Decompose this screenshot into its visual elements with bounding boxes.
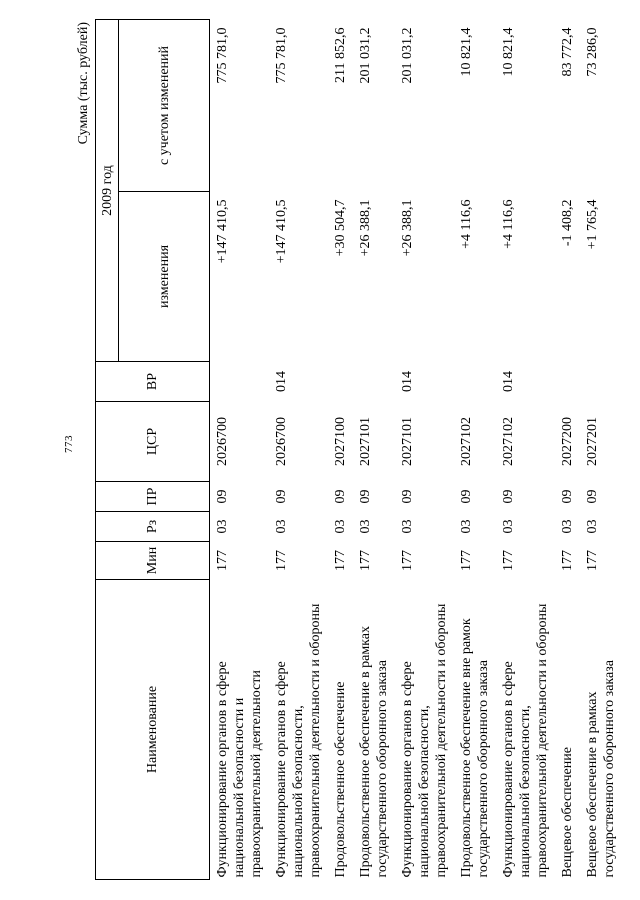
row-vr	[555, 362, 580, 402]
table-row	[454, 20, 496, 880]
row-vr	[454, 362, 496, 402]
row-name: Вещевое обеспечение	[560, 747, 575, 878]
row-min: 177	[274, 550, 289, 571]
row-csr: 2027101	[400, 417, 415, 466]
row-vr	[328, 362, 353, 402]
row-with-changes: 10 821,4	[501, 27, 516, 77]
row-min: 177	[215, 550, 230, 571]
table-body	[210, 20, 623, 880]
header-csr: ЦСР	[96, 402, 210, 482]
row-min: 177	[358, 550, 373, 571]
table-row	[395, 20, 454, 880]
row-rz: 03	[585, 519, 600, 534]
row-min: 177	[400, 550, 415, 571]
row-rz: 03	[459, 519, 474, 534]
row-name: Продовольственное обеспечение в рамках государственного оборонного заказа	[358, 626, 390, 878]
table-row	[328, 20, 353, 880]
sum-caption: Сумма (тыс. рублей)	[76, 22, 91, 145]
row-pr: 09	[358, 489, 373, 504]
row-name: Функционирование органов в сфере национальной безопасности, правоохранительной деятельности и обороны	[400, 603, 449, 878]
table-row	[580, 20, 622, 880]
row-rz: 03	[358, 519, 373, 534]
header-pr: ПР	[96, 482, 210, 512]
row-pr: 09	[333, 489, 348, 504]
row-vr	[210, 362, 270, 402]
row-min: 177	[585, 550, 600, 571]
row-with-changes: 83 772,4	[560, 27, 575, 77]
row-csr: 2026700	[274, 417, 289, 466]
table-row	[210, 20, 270, 880]
row-with-changes: 201 031,2	[400, 27, 415, 84]
header-name: Наименование	[96, 580, 210, 880]
row-pr: 09	[215, 489, 230, 504]
row-changes: +1 765,4	[585, 199, 600, 250]
row-csr: 2027201	[585, 417, 600, 466]
row-changes: +26 388,1	[358, 199, 373, 257]
row-vr	[353, 362, 395, 402]
row-name: Продовольственное обеспечение вне рамок государственного оборонного заказа	[459, 618, 491, 878]
row-rz: 03	[501, 519, 516, 534]
row-vr: 014	[501, 371, 516, 392]
row-changes: +147 410,5	[215, 199, 230, 264]
row-csr: 2027101	[358, 417, 373, 466]
table-row	[496, 20, 555, 880]
row-csr: 2027100	[333, 417, 348, 466]
row-min: 177	[501, 550, 516, 571]
row-pr: 09	[585, 489, 600, 504]
row-vr: 014	[274, 371, 289, 392]
header-rz: Рз	[96, 512, 210, 542]
table-row	[555, 20, 580, 880]
table-row	[353, 20, 395, 880]
row-min: 177	[459, 550, 474, 571]
row-with-changes: 775 781,0	[274, 27, 289, 84]
row-csr: 2027102	[501, 417, 516, 466]
row-vr	[580, 362, 622, 402]
header-changes: изменения	[119, 192, 210, 362]
row-pr: 09	[560, 489, 575, 504]
row-min: 177	[560, 550, 575, 571]
row-changes: +26 388,1	[400, 199, 415, 257]
header-vr: ВР	[96, 362, 210, 402]
header-with-changes: с учетом изменений	[119, 20, 210, 192]
row-rz: 03	[274, 519, 289, 534]
row-with-changes: 775 781,0	[215, 27, 230, 84]
row-name: Продовольственное обеспечение	[333, 681, 348, 878]
row-rz: 03	[215, 519, 230, 534]
table-row	[269, 20, 328, 880]
row-csr: 2026700	[215, 417, 230, 466]
header-year: 2009 год	[96, 20, 119, 362]
row-name: Функционирование органов в сфере национальной безопасности и правоохранительной деятельности	[215, 661, 264, 878]
row-vr: 014	[400, 371, 415, 392]
row-csr: 2027200	[560, 417, 575, 466]
row-rz: 03	[560, 519, 575, 534]
row-min: 177	[333, 550, 348, 571]
row-pr: 09	[501, 489, 516, 504]
row-name: Функционирование органов в сфере национальной безопасности, правоохранительной деятельности и обороны	[501, 603, 550, 878]
row-pr: 09	[274, 489, 289, 504]
row-with-changes: 73 286,0	[585, 27, 600, 77]
budget-table	[95, 19, 622, 880]
row-name: Функционирование органов в сфере национальной безопасности, правоохранительной деятельности и обороны	[274, 603, 323, 878]
row-with-changes: 201 031,2	[358, 27, 373, 84]
row-rz: 03	[333, 519, 348, 534]
row-pr: 09	[459, 489, 474, 504]
row-name: Вещевое обеспечение в рамках государственного оборонного заказа	[585, 660, 617, 878]
row-changes: +4 116,6	[459, 199, 474, 249]
row-with-changes: 10 821,4	[459, 27, 474, 77]
page-number: 773	[63, 435, 75, 453]
row-with-changes: 211 852,6	[333, 27, 348, 83]
header-min: Мин	[96, 542, 210, 580]
row-changes: +4 116,6	[501, 199, 516, 249]
row-csr: 2027102	[459, 417, 474, 466]
row-changes: +147 410,5	[274, 199, 289, 264]
row-changes: -1 408,2	[560, 199, 575, 247]
row-rz: 03	[400, 519, 415, 534]
row-pr: 09	[400, 489, 415, 504]
row-changes: +30 504,7	[333, 199, 348, 257]
